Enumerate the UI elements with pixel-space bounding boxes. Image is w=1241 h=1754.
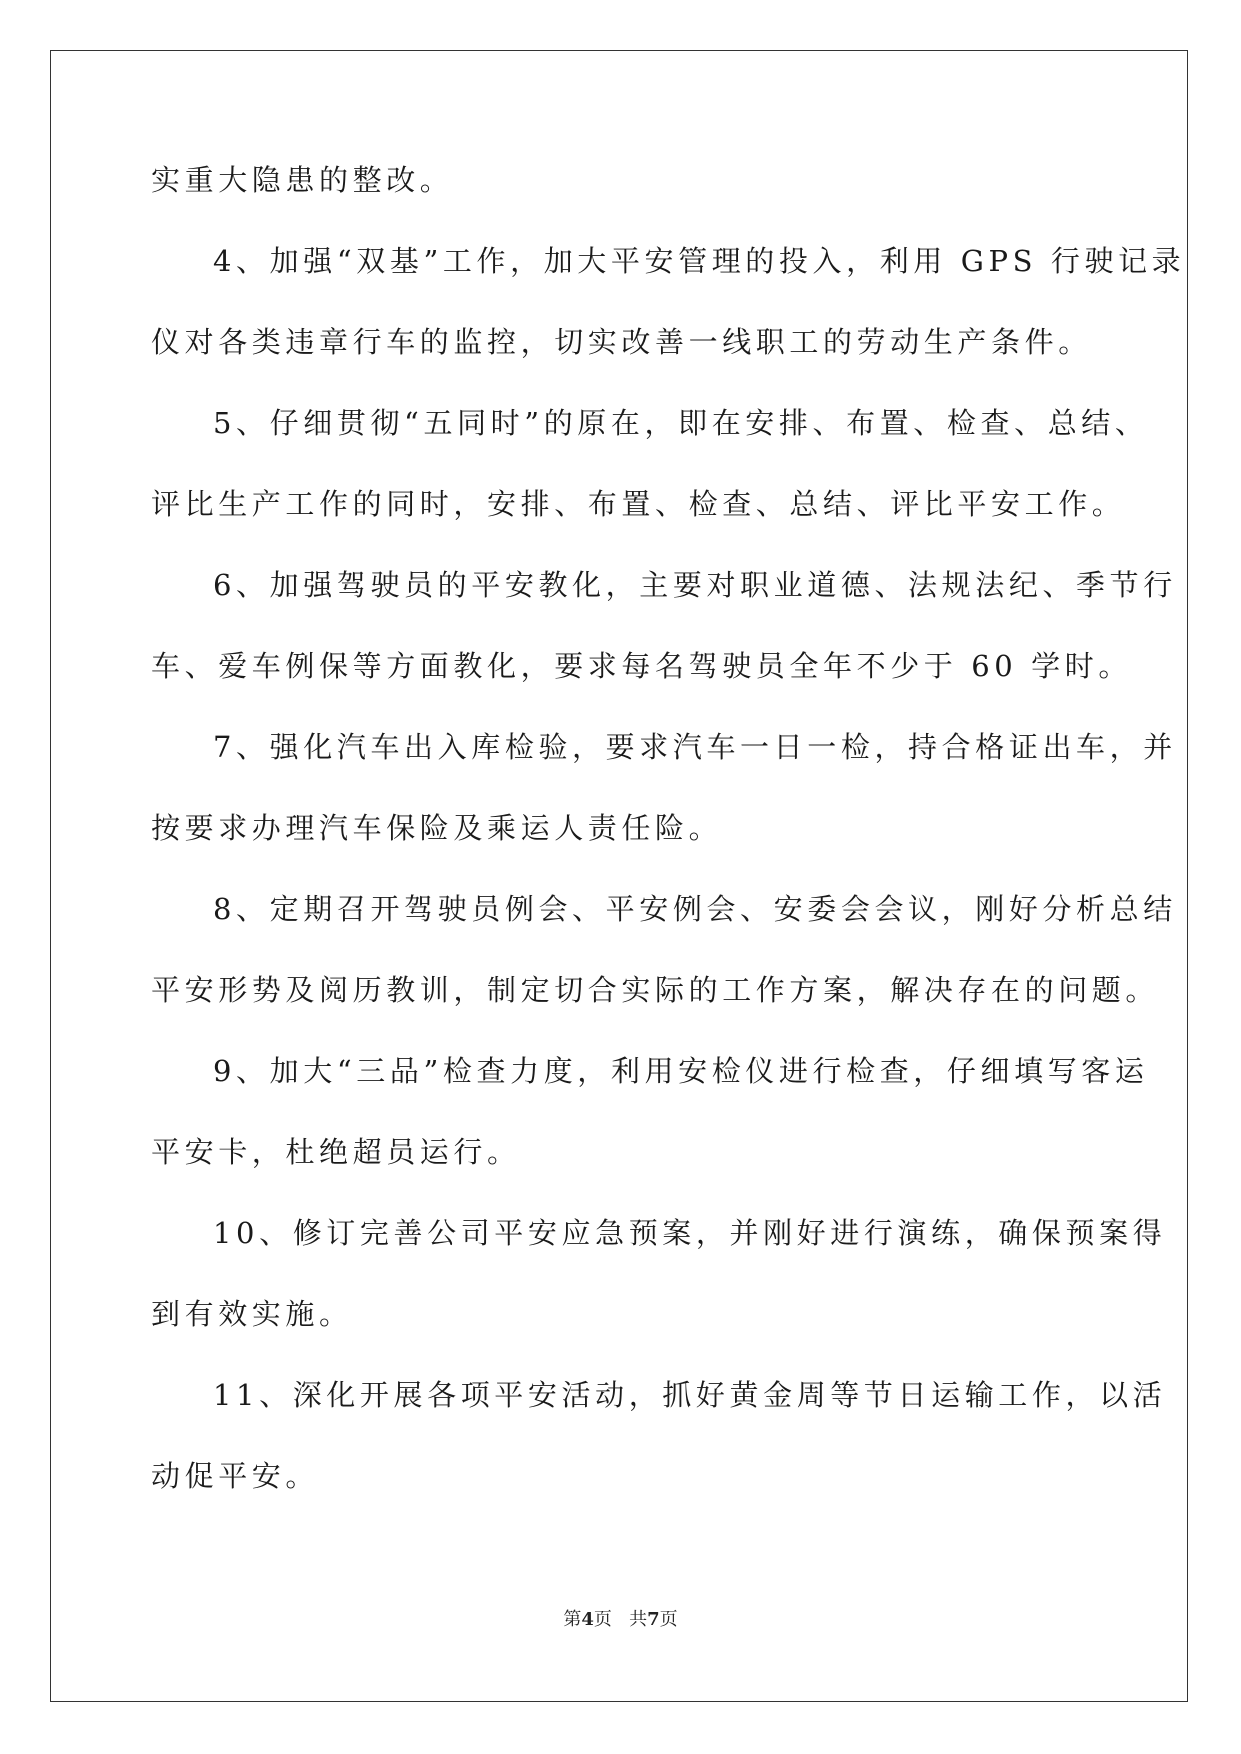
footer-prefix: 第 xyxy=(563,1609,582,1630)
text-line: 到有效实施。 xyxy=(151,1297,353,1331)
page-footer xyxy=(0,1608,1241,1632)
text-line: 10、修订完善公司平安应急预案，并刚好进行演练，确保预案得 xyxy=(213,1216,1167,1250)
text-line: 6、加强驾驶员的平安教化，主要对职业道德、法规法纪、季节行 xyxy=(213,568,1177,602)
text-line: 4、加强“双基”工作，加大平安管理的投入，利用 GPS 行驶记录 xyxy=(213,244,1186,278)
text-line: 7、强化汽车出入库检验，要求汽车一日一检，持合格证出车，并 xyxy=(213,730,1177,764)
text-line: 11、深化开展各项平安活动，抓好黄金周等节日运输工作，以活 xyxy=(213,1378,1167,1412)
page-border xyxy=(50,50,1188,1702)
footer-suffix: 页 xyxy=(659,1609,678,1630)
text-line: 按要求办理汽车保险及乘运人责任险。 xyxy=(151,811,723,845)
footer-middle: 页 共 xyxy=(593,1609,648,1630)
text-line: 8、定期召开驾驶员例会、平安例会、安委会会议，刚好分析总结 xyxy=(213,892,1177,926)
text-line: 动促平安。 xyxy=(151,1459,320,1493)
total-page-number: 7 xyxy=(647,1609,660,1630)
current-page-number: 4 xyxy=(581,1609,594,1630)
text-line: 9、加大“三品”检查力度，利用安检仪进行检查，仔细填写客运 xyxy=(213,1054,1149,1088)
text-line: 评比生产工作的同时，安排、布置、检查、总结、评比平安工作。 xyxy=(151,487,1126,521)
text-line: 平安卡，杜绝超员运行。 xyxy=(151,1135,521,1169)
text-line: 平安形势及阅历教训，制定切合实际的工作方案，解决存在的问题。 xyxy=(151,973,1160,1007)
text-line: 车、爱车例保等方面教化，要求每名驾驶员全年不少于 60 学时。 xyxy=(151,649,1132,683)
text-line: 实重大隐患的整改。 xyxy=(151,163,454,197)
text-line: 5、仔细贯彻“五同时”的原在，即在安排、布置、检查、总结、 xyxy=(213,406,1149,440)
text-line: 仪对各类违章行车的监控，切实改善一线职工的劳动生产条件。 xyxy=(151,325,1092,359)
